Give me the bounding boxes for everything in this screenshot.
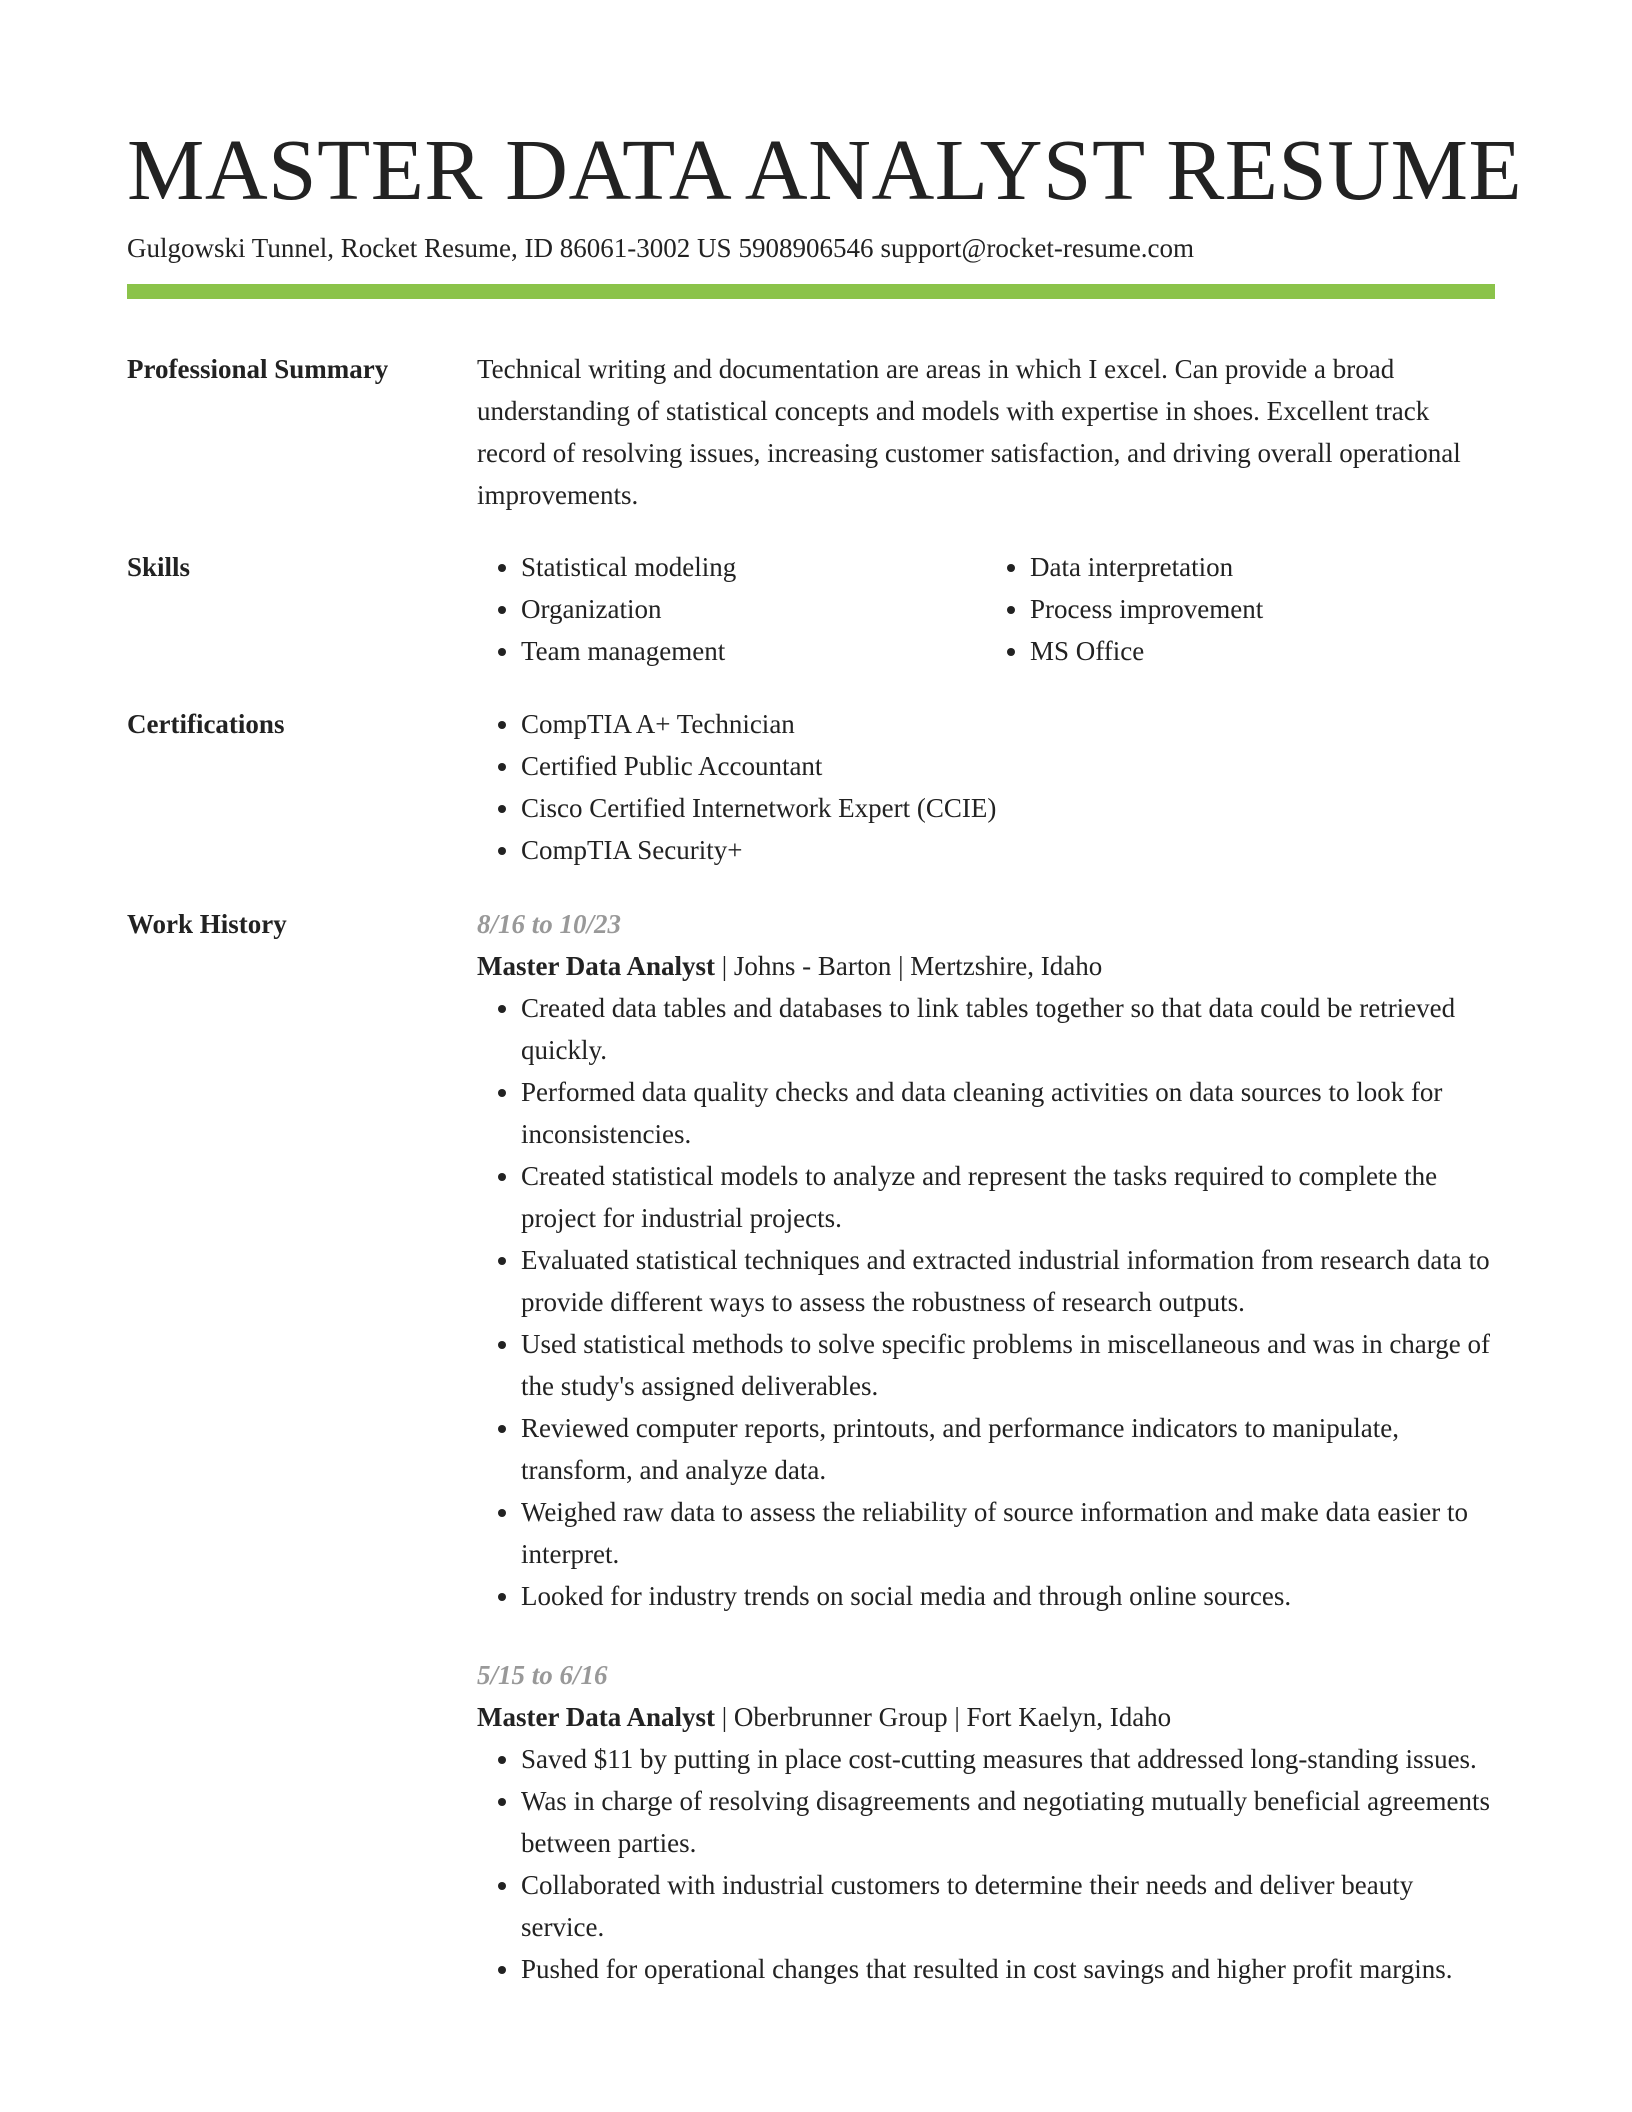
list-item: • Statistical modeling (521, 546, 986, 588)
job-details: | Oberbrunner Group | Fort Kaelyn, Idaho (714, 1702, 1172, 1732)
list-item: • Collaborated with industrial customers to determine their needs and deliver beauty service. (521, 1864, 1495, 1948)
job-title: Master Data Analyst (477, 951, 715, 981)
list-item: • Created data tables and databases to link tables together so that data could be retrieved quickly. (521, 987, 1495, 1071)
work-history-body (477, 903, 1495, 1990)
list-item: • Was in charge of resolving disagreements and negotiating mutually beneficial agreements between parties. (521, 1780, 1495, 1864)
job-heading (477, 1696, 1495, 1738)
list-item: • Performed data quality checks and data cleaning activities on data sources to look for inconsistencies. (521, 1071, 1495, 1155)
skills-column-1 (477, 546, 986, 672)
summary-body (477, 348, 1495, 516)
certifications-label: Certifications (127, 709, 285, 739)
list-item: • Weighed raw data to assess the reliability of source information and make data easier to interpret. (521, 1491, 1495, 1575)
skills-body (477, 546, 1495, 672)
list-item: • Data interpretation (1030, 546, 1495, 588)
job-dates: 5/15 to 6/16 (477, 1660, 608, 1690)
list-item: • Process improvement (1030, 588, 1495, 630)
list-item: • Certified Public Accountant (521, 745, 1495, 787)
job-entry (477, 1654, 1495, 1990)
contact-address: Gulgowski Tunnel, Rocket Resume, ID 86061-3002 US (127, 233, 732, 263)
skills-label: Skills (127, 552, 191, 582)
list-item: • Looked for industry trends on social media and through online sources. (521, 1575, 1495, 1617)
skills-column-2 (986, 546, 1495, 672)
list-item: • Used statistical methods to solve specific problems in miscellaneous and was in charge of the study's assigned deliverables. (521, 1323, 1495, 1407)
job-title: Master Data Analyst (477, 1702, 715, 1732)
list-item: • Evaluated statistical techniques and extracted industrial information from research data to provide different ways to assess the robustness of research outputs. (521, 1239, 1495, 1323)
work-history-label: Work History (127, 909, 287, 939)
job-dates: 8/16 to 10/23 (477, 909, 622, 939)
job-details: | Johns - Barton | Mertzshire, Idaho (714, 951, 1103, 981)
job-heading (477, 945, 1495, 987)
contact-line (127, 231, 1194, 265)
certifications-list (477, 703, 1495, 871)
job-bullets (477, 1738, 1495, 1990)
contact-phone: 5908906546 (738, 233, 874, 263)
list-item: • Organization (521, 588, 986, 630)
contact-email[interactable]: support@rocket-resume.com (880, 233, 1195, 263)
job-entry (477, 903, 1495, 1617)
list-item: • Pushed for operational changes that resulted in cost savings and higher profit margins. (521, 1948, 1495, 1990)
list-item: • Saved $11 by putting in place cost-cutting measures that addressed long-standing issues. (521, 1738, 1495, 1780)
list-item: • MS Office (1030, 630, 1495, 672)
job-bullets (477, 987, 1495, 1617)
header-divider (127, 284, 1495, 299)
list-item: • Cisco Certified Internetwork Expert (CCIE) (521, 787, 1495, 829)
summary-label: Professional Summary (127, 354, 389, 384)
list-item: • CompTIA Security+ (521, 829, 1495, 871)
resume-title: MASTER DATA ANALYST RESUME (127, 121, 1523, 218)
list-item: • Created statistical models to analyze and represent the tasks required to complete the project for industrial projects. (521, 1155, 1495, 1239)
certifications-body (477, 703, 1495, 871)
list-item: • CompTIA A+ Technician (521, 703, 1495, 745)
list-item: • Reviewed computer reports, printouts, and performance indicators to manipulate, transform, and analyze data. (521, 1407, 1495, 1491)
summary-text: Technical writing and documentation are areas in which I excel. Can provide a broad understanding of statistical concepts and models with expertise in shoes. Excellent track record of resolving issues, increasing customer satisfaction, and driving overall operational improvements. (477, 354, 1461, 510)
list-item: • Team management (521, 630, 986, 672)
